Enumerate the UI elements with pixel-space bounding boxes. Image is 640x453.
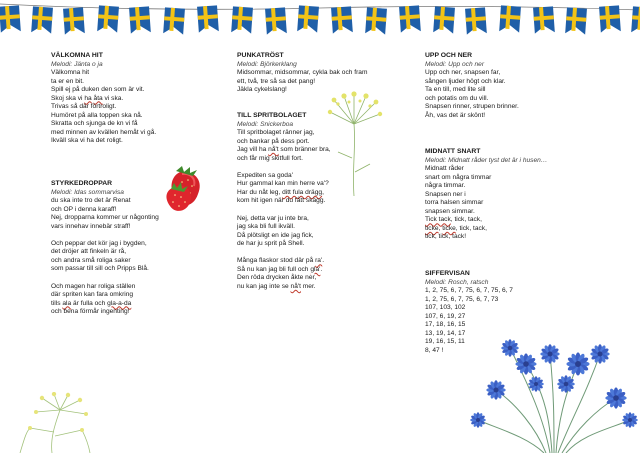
line-text: Nej, detta var ju inte bra, (237, 214, 309, 222)
song-melody: Melodi: Björkerklang (237, 60, 297, 68)
song-line (237, 274, 367, 283)
song-melody: Melodi: Jänta o ja (51, 60, 103, 68)
swedish-flag-icon (533, 6, 555, 33)
line-text: Den röda drycken åkte ner, (237, 274, 317, 282)
line-text: som bränner bra, (278, 146, 331, 154)
song-line (425, 165, 565, 174)
strawberries-image (160, 162, 216, 218)
underlined-word: ra' (315, 257, 323, 265)
swedish-flag-icon (63, 7, 85, 34)
line-text: 1, 2, 75, 6, 7, 75, 6, 7, 73 (425, 295, 499, 303)
line-text: Välkomna hit (51, 69, 90, 77)
line-text: snart om några timmar (425, 173, 492, 181)
line-text: som passar till sill och Pripps Blå. (51, 265, 149, 273)
underlined-word: åta (93, 94, 103, 102)
line-text: Många flaskor stod där på (237, 257, 316, 265)
song-line (425, 233, 565, 242)
cornflower-icon (470, 412, 486, 428)
cornflower-icon (566, 352, 589, 375)
cornflower-icon (486, 380, 505, 399)
song-title: SIFFERVISAN (425, 270, 470, 277)
line-text: och bena förmår ingenting! (51, 308, 130, 316)
song-line (425, 225, 565, 234)
song-line (237, 232, 367, 241)
song-melody: Melodi: Midnatt råder tyst det är i husen… (425, 156, 548, 164)
song-line (237, 223, 367, 232)
line-text: och potatis om du vill. (425, 94, 489, 102)
song-line (237, 197, 367, 206)
line-text: vars innehav innebär straff! (51, 222, 131, 230)
underlined-word: ala (62, 299, 72, 307)
swedish-flag-icon (0, 5, 21, 32)
swedish-flag-icon (399, 5, 421, 32)
line-text: Så nu kan jag bli full och (237, 265, 311, 273)
song-line (425, 182, 565, 191)
line-text: 107, 103, 102 (425, 304, 466, 312)
song-line (425, 216, 565, 225)
song-title: VÄLKOMNA HIT (51, 52, 103, 59)
song-line (425, 208, 565, 217)
underlined-word: ha (84, 94, 92, 102)
line-text: Snapsen ner i (425, 190, 466, 198)
stanza-break (51, 231, 181, 240)
line-text: där spriten kan fara omkring (51, 291, 134, 299)
song-line (51, 69, 171, 78)
song-line (425, 296, 565, 305)
line-text: . (322, 257, 325, 265)
line-text: de har ju sprit på Shell. (237, 240, 305, 248)
line-text: ta er en bit. (51, 77, 84, 85)
line-text: Och magen har roliga ställen (51, 282, 136, 290)
cornflower-icon (501, 339, 519, 356)
line-text: Upp och ner, snapsen far, (425, 69, 501, 77)
line-text: jag ska bli full ikväll. (237, 223, 295, 231)
line-text: och andra små roliga saker (51, 256, 131, 264)
song-melody: Melodi: Rosch, ratsch (425, 278, 489, 286)
line-text: Och peppar det kör jag i bygden, (51, 239, 147, 247)
song-line (51, 86, 171, 95)
line-text: Spill ej på duken den som är vit. (51, 86, 145, 94)
cornflower-icon (622, 412, 638, 428)
song-line (51, 223, 181, 232)
line-text: Snapsen rinner, strupen brinner. (425, 103, 519, 111)
song-line (425, 199, 565, 208)
line-text: Jäkla cykelslang! (237, 86, 287, 94)
swedish-flag-icon (499, 5, 521, 32)
song-line (425, 86, 555, 95)
song-line (51, 283, 181, 292)
line-text: 107, 6, 19, 27 (425, 312, 466, 320)
line-text: . (320, 265, 323, 273)
line-text: snapsen simmar. (425, 207, 475, 215)
line-text: Åh, vas det är skönt! (425, 111, 486, 119)
line-text: , (438, 224, 443, 232)
underlined-word: ticke (425, 224, 439, 232)
song-melody: Melodi: Upp och ner (425, 60, 485, 68)
swedish-flag-icon (31, 6, 53, 33)
song-line (425, 112, 555, 121)
swedish-flag-icon (465, 7, 487, 34)
song-line (51, 137, 171, 146)
flag-bunting (0, 0, 640, 56)
swedish-flag-icon (129, 6, 151, 33)
song-title: TILL SPRITBOLAGET (237, 112, 307, 119)
cornflower-icon (528, 376, 544, 392)
line-text: Jag vill ha (237, 146, 269, 154)
song-title: MIDNATT SNART (425, 148, 481, 155)
line-text: nu kan jag inte se (237, 282, 291, 290)
line-text: Skoj ska vi (51, 94, 85, 102)
song-lines (425, 69, 555, 120)
underlined-word: nå't (290, 282, 301, 290)
line-text: Till spritbolaget ränner jag, (237, 129, 315, 137)
line-text: tills (51, 299, 63, 307)
song-line (51, 103, 171, 112)
song-lines (425, 165, 565, 242)
line-text: Hur gammal kan min herre va'? (237, 180, 329, 188)
line-text: Då plötsligt en ide jag fick, (237, 231, 314, 239)
song-line (425, 304, 565, 313)
song-line (425, 287, 565, 296)
swedish-flag-icon (433, 6, 455, 33)
line-text: torra halsen simmar (425, 199, 484, 207)
underlined-word: gla' (310, 265, 321, 273)
song-title: UPP OCH NER (425, 52, 473, 59)
swedish-flag-icon (599, 5, 621, 32)
cornflower-icon (515, 353, 536, 374)
line-text: , tick, tack, (450, 216, 482, 224)
line-text: Expediten sa goda' (237, 171, 293, 179)
swedish-flag-icon (265, 7, 287, 34)
song-line (51, 95, 171, 104)
line-text: Har du nåt leg, (237, 188, 283, 196)
line-text: Humöret på alla toppen ska nå. (51, 111, 143, 119)
swedish-flag-icon (297, 5, 319, 32)
line-text: det dröjer att finkeln är rå, (51, 248, 127, 256)
line-text: 19, 16, 15, 11 (425, 338, 465, 346)
line-text: och får mig skitfull fort. (237, 154, 303, 162)
song-midnatt-snart (425, 148, 565, 242)
stanza-break (237, 249, 367, 258)
line-text: 17, 18, 16, 15 (425, 321, 466, 329)
line-text: vi ska. (102, 94, 124, 102)
song-line (51, 300, 181, 309)
cornflower-icon (590, 344, 609, 363)
song-line (425, 103, 555, 112)
line-text: Ta en till, med lite sill (425, 86, 486, 94)
line-text: Ikväll ska vi ha det roligt. (51, 137, 123, 145)
swedish-flag-icon (163, 7, 185, 34)
line-text: Midsommar, midsommar, cykla bak och fram (237, 69, 368, 77)
cornflower-icon (605, 387, 626, 408)
swedish-flag-icon (231, 6, 253, 33)
line-text: , (322, 188, 324, 196)
song-title: PUNKATRÖST (237, 52, 284, 59)
song-line (237, 215, 367, 224)
stanza-break (237, 206, 367, 215)
swedish-flag-icon (631, 6, 640, 33)
song-line (425, 78, 555, 87)
line-text: 1, 2, 75, 6, 7, 75, 6, 7, 75, 6, 7 (425, 287, 513, 295)
song-line (51, 308, 181, 317)
song-line (51, 265, 181, 274)
swedish-flag-icon (365, 7, 387, 34)
cornflowers-image (466, 324, 640, 453)
line-text: Skratta och sjunga de kn vi få (51, 120, 138, 128)
song-line (425, 191, 565, 200)
line-text: Midnatt råder (425, 165, 464, 173)
line-text: 8, 47 ! (425, 346, 444, 354)
line-text: tick, tick, tack! (425, 233, 467, 241)
song-melody: Melodi: Idas sommarvisa (51, 188, 124, 196)
swedish-flag-icon (331, 6, 353, 33)
song-line (51, 291, 181, 300)
underlined-word: Tick tack (425, 216, 451, 224)
underlined-word: ditt fula drägg (282, 188, 323, 196)
underlined-word: nå't (268, 146, 279, 154)
line-text: ett, två, tre så sa det pang! (237, 77, 316, 85)
song-line (51, 129, 171, 138)
line-text: 13, 19, 14, 17 (425, 329, 466, 337)
line-text: mer. (300, 282, 316, 290)
song-line (51, 78, 171, 87)
swedish-flag-icon (565, 7, 587, 34)
song-lines (51, 69, 171, 146)
underlined-word: ticke (442, 224, 456, 232)
dill-flower-image (322, 88, 386, 198)
song-line (425, 174, 565, 183)
song-upp-och-ner (425, 52, 555, 120)
underlined-word: gla-a-da (107, 299, 132, 307)
line-text: Trivas så där förtroligt. (51, 103, 117, 111)
swedish-flag-icon (197, 5, 219, 32)
line-text: du ska inte tro det är Renat (51, 197, 131, 205)
line-text: Nej, dropparna kommer ur någonting (51, 214, 159, 222)
line-text: är fulla och (71, 299, 108, 307)
line-text: , tick, tack, (455, 224, 487, 232)
stanza-break (51, 274, 181, 283)
dill-bottom-image (0, 392, 118, 453)
line-text: och bankar på dess port. (237, 137, 310, 145)
song-line (51, 120, 171, 129)
line-text: några timmar. (425, 182, 466, 190)
song-line (237, 69, 377, 78)
song-line (237, 240, 367, 249)
cornflower-icon (540, 344, 559, 363)
song-title: STYRKEDROPPAR (51, 180, 113, 187)
song-line (237, 283, 367, 292)
line-text: med minnen av kvällen hemåt vi gå. (51, 128, 157, 136)
song-line (51, 248, 181, 257)
line-text: sången ljuder högt och klar. (425, 77, 506, 85)
song-melody: Melodi: Snickerboa (237, 120, 294, 128)
song-valkomna-hit (51, 52, 171, 146)
song-line (425, 95, 555, 104)
song-line (237, 78, 377, 87)
song-line (425, 313, 565, 322)
line-text: och OP i denna karaff! (51, 205, 117, 213)
song-line (237, 257, 367, 266)
swedish-flag-icon (97, 5, 119, 32)
song-line (425, 69, 555, 78)
line-text: kom hit igen när du fått skägg. (237, 197, 326, 205)
